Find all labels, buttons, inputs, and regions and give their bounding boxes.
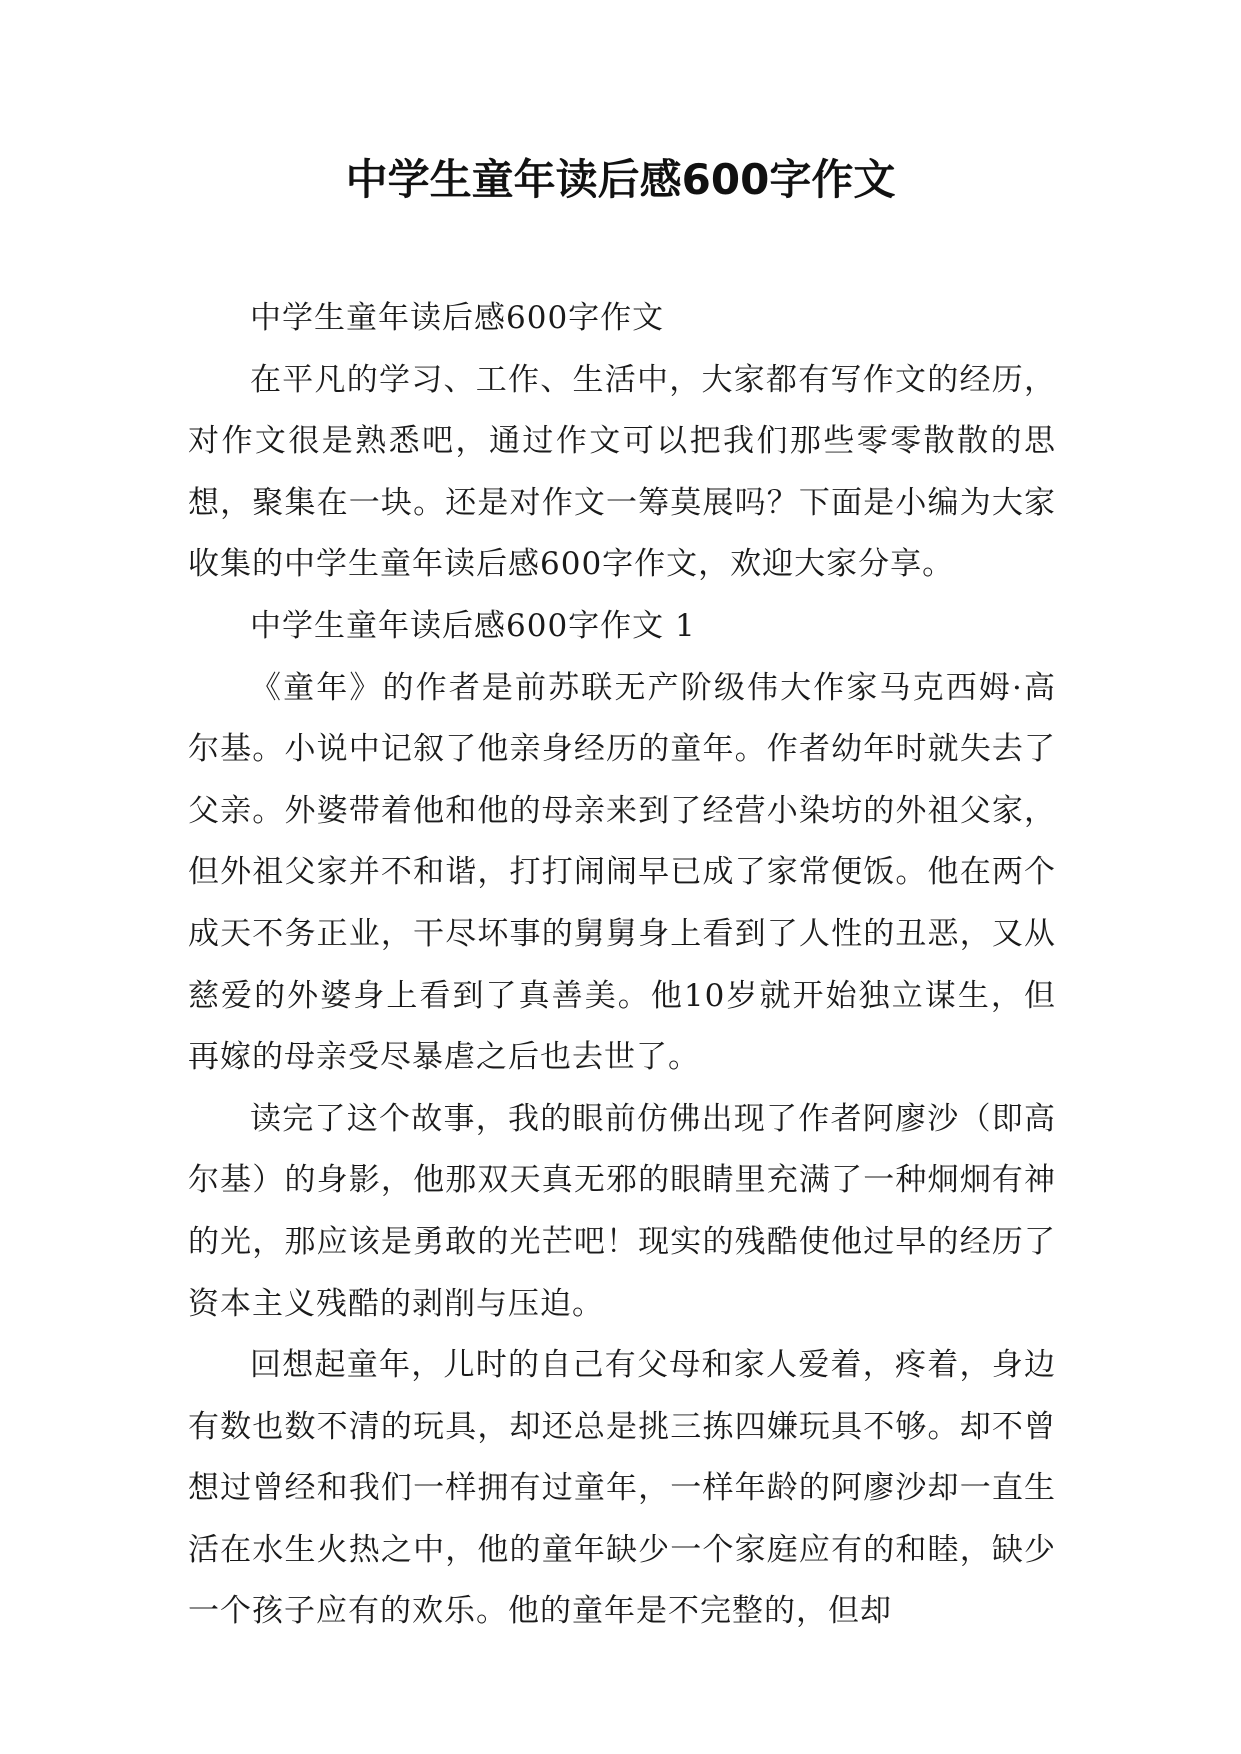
paragraph-reflection: 读完了这个故事，我的眼前仿佛出现了作者阿廖沙（即高尔基）的身影，他那双天真无邪的眼睛里充满了一种炯炯有神的光，那应该是勇敢的光芒吧！现实的残酷使他过早的经历了资本主义残酷的剥削与压迫。 [188,1100,1056,1322]
document-body [188,288,1056,1643]
paragraph-subtitle: 中学生童年读后感600字作文 [250,300,665,336]
document-title: 中学生童年读后感600字作文 [345,155,896,204]
paragraph-book-summary: 《童年》的作者是前苏联无产阶级伟大作家马克西姆·高尔基。小说中记叙了他亲身经历的童年。作者幼年时就失去了父亲。外婆带着他和他的母亲来到了经营小染坊的外祖父家，但外祖父家并不和谐，打打闹闹早已成了家常便饭。他在两个成天不务正业，干尽坏事的舅舅身上看到了人性的丑恶，又从慈爱的外婆身上看到了真善美。他10岁就开始独立谋生，但再嫁的母亲受尽暴虐之后也去世了。 [188,669,1056,1076]
paragraph-section-heading: 中学生童年读后感600字作文 1 [250,607,696,644]
paragraph-intro: 在平凡的学习、工作、生活中，大家都有写作文的经历，对作文很是熟悉吧，通过作文可以把我们那些零零散散的思想，聚集在一块。还是对作文一筹莫展吗？下面是小编为大家收集的中学生童年读后感600字作文，欢迎大家分享。 [188,361,1056,583]
paragraph-childhood-comparison: 回想起童年，儿时的自己有父母和家人爱着，疼着，身边有数也数不清的玩具，却还总是挑三拣四嫌玩具不够。却不曾想过曾经和我们一样拥有过童年，一样年龄的阿廖沙却一直生活在水生火热之中，他的童年缺少一个家庭应有的和睦，缺少一个孩子应有的欢乐。他的童年是不完整的，但却 [188,1347,1056,1630]
